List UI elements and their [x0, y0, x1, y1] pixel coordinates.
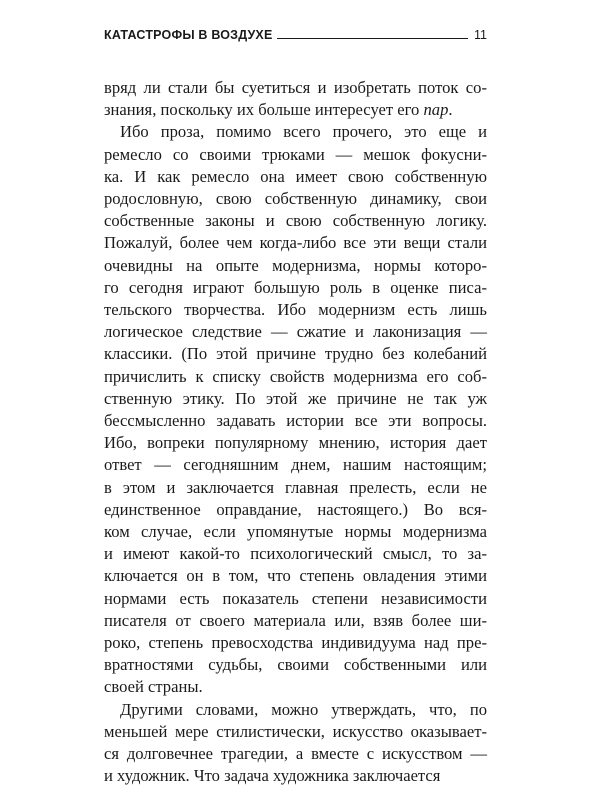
text-line: ком случае, если упомянутые нормы модернизма — [104, 522, 487, 542]
paragraph — [104, 77, 487, 121]
text-line: бессмысленно задавать истории все эти вопросы. — [104, 411, 487, 431]
paragraph — [104, 121, 487, 698]
body-text — [104, 77, 487, 788]
text-line: классики. (По этой причине трудно без колебаний — [104, 344, 487, 364]
book-page — [104, 22, 487, 788]
text-line: и художник. Что задача художника заключается — [104, 766, 441, 786]
text-line: своей страны. — [104, 677, 203, 697]
text-line: и имеют какой-то психологический смысл, то за- — [104, 544, 487, 564]
text-line: ключается он в том, что степень овладения этими — [104, 566, 487, 586]
text-line: ся долговечнее трагедии, а вместе с искусством — — [104, 744, 487, 764]
text-line: в этом и заключается главная прелесть, если не — [104, 477, 487, 497]
text-line: роко, степень превосходства индивидуума над пре- — [104, 633, 487, 653]
text-line: логическое следствие — сжатие и лаконизация — — [104, 322, 487, 342]
text-line: ка. И как ремесло она имеет свою собственную — [104, 166, 487, 186]
text-line: знания, поскольку их больше интересует его пар. — [104, 100, 453, 120]
text-line: причислить к списку свойств модернизма его соб- — [104, 366, 487, 386]
text-line: Ибо проза, помимо всего прочего, это еще и — [120, 122, 487, 142]
header-rule — [277, 38, 469, 39]
text-line: ремесло со своими трюками — мешок фокусни- — [104, 144, 487, 164]
text-line: нормами есть показатель степени независимости — [104, 588, 487, 608]
running-header — [104, 22, 487, 42]
text-line: меньшей мере стилистически, искусство оказывает- — [104, 721, 487, 741]
text-line: писателя от своего материала или, взяв более ши- — [104, 610, 487, 630]
text-line: Ибо, вопреки популярному мнению, история дает — [104, 433, 487, 453]
paragraph — [104, 699, 487, 788]
text-line: родословную, свою собственную динамику, свои — [104, 189, 487, 209]
text-line: тельского творчества. Ибо модернизм есть лишь — [104, 300, 487, 320]
text-line: вряд ли стали бы суетиться и изобретать поток со- — [104, 78, 487, 97]
text-line: ответ — сегодняшним днем, нашим настоящим; — [104, 455, 487, 475]
text-line: собственные законы и свою собственную логику. — [104, 211, 487, 231]
text-line: вратностями судьбы, своими собственными или — [104, 655, 487, 675]
page-number: 11 — [474, 28, 487, 42]
text-line: ственную этику. По этой же причине не так уж — [104, 388, 487, 408]
text-line: го сегодня играют большую роль в оценке писа- — [104, 277, 487, 297]
text-line: очевидны на опыте модернизма, нормы которо- — [104, 255, 487, 275]
text-line: Другими словами, можно утверждать, что, по — [120, 699, 487, 719]
text-line: единственное оправдание, настоящего.) Во вся- — [104, 499, 487, 519]
text-line: Пожалуй, более чем когда-либо все эти вещи стали — [104, 233, 487, 253]
running-title: КАТАСТРОФЫ В ВОЗДУХЕ — [104, 28, 273, 42]
